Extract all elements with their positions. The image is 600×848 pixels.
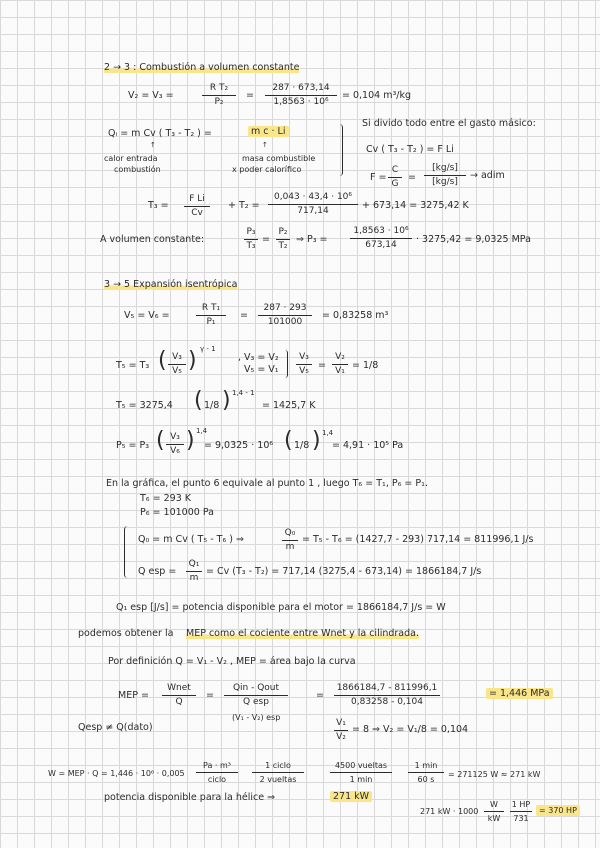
qesp-not-equal: Qesp ≠ Q(dato) xyxy=(78,722,153,733)
paren-open-2: ( xyxy=(194,388,203,413)
right-brace xyxy=(336,124,343,176)
qesp-lhs: Q esp = xyxy=(138,566,177,577)
v5-frac-2: 287 · 293 101000 xyxy=(258,303,312,328)
t3-frac-2: 0,043 · 43,4 · 10⁶ 717,14 xyxy=(268,192,358,217)
v5-result: = 0,83258 m³ xyxy=(322,310,389,321)
kw-result: = 370 HP xyxy=(536,805,580,816)
t5-eq-2: = xyxy=(318,360,326,371)
mep-lhs: MEP = xyxy=(118,690,149,701)
qesp-result: = Cv (T₃ - T₂) = 717,14 (3275,4 - 673,14) = 1866184,7 J/s xyxy=(206,566,482,577)
t5-frac-3: V₂ V₁ xyxy=(332,352,348,377)
avol-frac-2: P₂ T₂ xyxy=(276,227,290,252)
t5-lhs: T₅ = T₃ xyxy=(116,360,150,371)
paren-close: ) xyxy=(188,348,197,373)
section-title-expansion: 3 → 5 Expansión isentrópica xyxy=(104,279,238,290)
p5-result: = 4,91 · 10⁵ Pa xyxy=(332,440,404,451)
paren-close-3: ) xyxy=(186,428,195,453)
arrow-up-icon-2: ↑ xyxy=(262,141,268,149)
v2-eq: = xyxy=(246,90,254,101)
p5-frac: V₃ V₆ xyxy=(166,432,184,457)
qesp-frac: Q₁ m xyxy=(186,559,202,584)
combustion-label: combustión xyxy=(114,165,161,174)
t5-brace xyxy=(282,350,288,378)
qo-frac: Q₀ m xyxy=(282,528,298,553)
kw-lhs: 271 kW · 1000 xyxy=(420,807,479,816)
v2-frac-2: 287 · 673,14 1,8563 · 10⁶ xyxy=(265,83,337,108)
t5-result-2: = 1/8 xyxy=(352,360,379,371)
p6-value: P₆ = 101000 Pa xyxy=(140,507,214,518)
p5-frac-2: 1/8 xyxy=(294,440,310,451)
paren-close-4: ) xyxy=(312,428,321,453)
t3-plus: + T₂ = xyxy=(228,200,260,211)
w-lhs: W = MEP · Q = 1,446 · 10⁶ · 0,005 xyxy=(48,769,185,778)
mep-eq-2: = xyxy=(316,690,324,701)
w-ciclo-frac: 1 ciclo 2 vueltas xyxy=(252,760,304,785)
w-result: = 271125 W ≈ 271 kW xyxy=(448,770,541,779)
podemos-text: podemos obtener la xyxy=(78,628,174,639)
p5-mid: = 9,0325 · 10⁶ xyxy=(204,440,274,451)
w-unit-frac: Pa · m³ ciclo xyxy=(196,760,238,785)
mep-result: = 1,446 MPa xyxy=(486,688,553,699)
t5b-exponent: 1,4 - 1 xyxy=(232,389,255,397)
avol-label: A volumen constante: xyxy=(100,234,205,245)
p5-lhs: P₅ = P₃ xyxy=(116,440,150,451)
poder-calorifico-label: x poder calorífico xyxy=(232,165,302,174)
t5-frac: V₃ V₅ xyxy=(168,352,186,377)
mep-frac-3: 1866184,7 - 811996,1 0,83258 - 0,104 xyxy=(334,683,440,708)
v5-frac-1: R T₁ P₁ xyxy=(196,303,226,328)
t5b-lhs: T₅ = 3275,4 xyxy=(116,400,173,411)
qi-equation: Qᵢ = m Cv ( T₃ - T₂ ) = xyxy=(108,128,212,139)
mep-sub: (V₁ - V₂) esp xyxy=(232,713,281,722)
t3-lhs: T₃ = xyxy=(148,200,169,211)
qi-highlight: m c · Li xyxy=(248,126,289,137)
por-definicion-text: Por definición Q = V₁ - V₂ , MEP = área bajo la curva xyxy=(108,656,356,667)
t5b-result: = 1425,7 K xyxy=(262,400,316,411)
w-min-frac: 1 min 60 s xyxy=(408,760,444,785)
qo-equation: Q₀ = m Cv ( T₅ - T₆ ) ⇒ xyxy=(138,534,244,545)
p5-exponent: 1,4 xyxy=(196,427,208,435)
arrow-up-icon: ↑ xyxy=(150,141,156,149)
mep-frac-2: Qin - Qout Q esp xyxy=(224,683,288,708)
v2-frac-1: R T₂ P₂ xyxy=(202,83,236,108)
t5-exponent: γ - 1 xyxy=(200,345,216,353)
avol-result: · 3275,42 = 9,0325 MPa xyxy=(416,234,531,245)
avol-eq: = xyxy=(262,234,270,245)
section-title-combustion: 2 → 3 : Combustión a volumen constante xyxy=(104,62,300,73)
t5-cond-2: V₅ = V₁ xyxy=(244,364,279,375)
w-rpm-frac: 4500 vueltas 1 min xyxy=(330,760,392,785)
t5-cond-1: , V₃ = V₂ xyxy=(238,352,279,363)
t5-frac-2: V₃ V₅ xyxy=(296,352,312,377)
mep-frac-1: Wnet Q xyxy=(162,683,196,708)
t3-frac-1: F Li Cv xyxy=(184,194,210,219)
v5-eq: = xyxy=(240,310,248,321)
t3-result: + 673,14 = 3275,42 K xyxy=(362,200,469,211)
f-frac: C G xyxy=(388,165,402,190)
calor-entrada-label: calor entrada xyxy=(104,154,158,163)
qo-result: = T₅ - T₆ = (1427,7 - 293) 717,14 = 811996,1 J/s xyxy=(302,534,534,545)
q1esp-text: Q₁ esp [J/s] = potencia disponible para el motor = 1866184,7 J/s = W xyxy=(116,602,446,613)
paren-close-2: ) xyxy=(222,388,231,413)
masa-combustible-label: masa combustible xyxy=(242,154,316,163)
f-lhs: F = xyxy=(370,172,387,183)
potencia-highlight: 271 kW xyxy=(330,791,372,802)
adim-label: → adim xyxy=(470,170,505,181)
paren-open-4: ( xyxy=(284,428,293,453)
potencia-text: potencia disponible para la hélice ⇒ xyxy=(104,792,276,803)
mep-definition-highlight: MEP como el cociente entre Wnet y la cilindrada. xyxy=(186,628,419,639)
p5-exponent-2: 1,4 xyxy=(322,429,334,437)
avol-arrow: ⇒ P₃ = xyxy=(296,234,328,245)
f-unit-frac: [kg/s] [kg/s] xyxy=(424,163,466,188)
v2-result: = 0,104 m³/kg xyxy=(342,90,411,101)
kw-frac-1: W kW xyxy=(484,799,504,824)
cv-equation: Cv ( T₃ - T₂ ) = F Li xyxy=(366,144,454,155)
si-divido-text: Si divido todo entre el gasto másico: xyxy=(362,118,536,129)
en-grafica-text: En la gráfica, el punto 6 equivale al punto 1 , luego T₆ = T₁, P₆ = P₁. xyxy=(106,478,428,489)
avol-frac-3: 1,8563 · 10⁶ 673,14 xyxy=(350,226,412,251)
paren-open: ( xyxy=(158,348,167,373)
avol-frac-1: P₃ T₃ xyxy=(244,227,258,252)
t6-value: T₆ = 293 K xyxy=(140,493,191,504)
v5-lhs: V₅ = V₆ = xyxy=(124,310,170,321)
kw-frac-2: 1 HP 731 xyxy=(511,800,531,823)
v1v2-frac: V₁ V₂ xyxy=(334,718,348,743)
f-eq: = xyxy=(408,172,416,183)
t5b-frac: 1/8 xyxy=(204,400,220,411)
v2-lhs: V₂ = V₃ = xyxy=(128,90,174,101)
paren-open-3: ( xyxy=(156,428,165,453)
v1v2-result: = 8 ⇒ V₂ = V₁/8 = 0,104 xyxy=(352,724,469,735)
mep-eq: = xyxy=(206,690,214,701)
left-brace xyxy=(124,526,131,578)
